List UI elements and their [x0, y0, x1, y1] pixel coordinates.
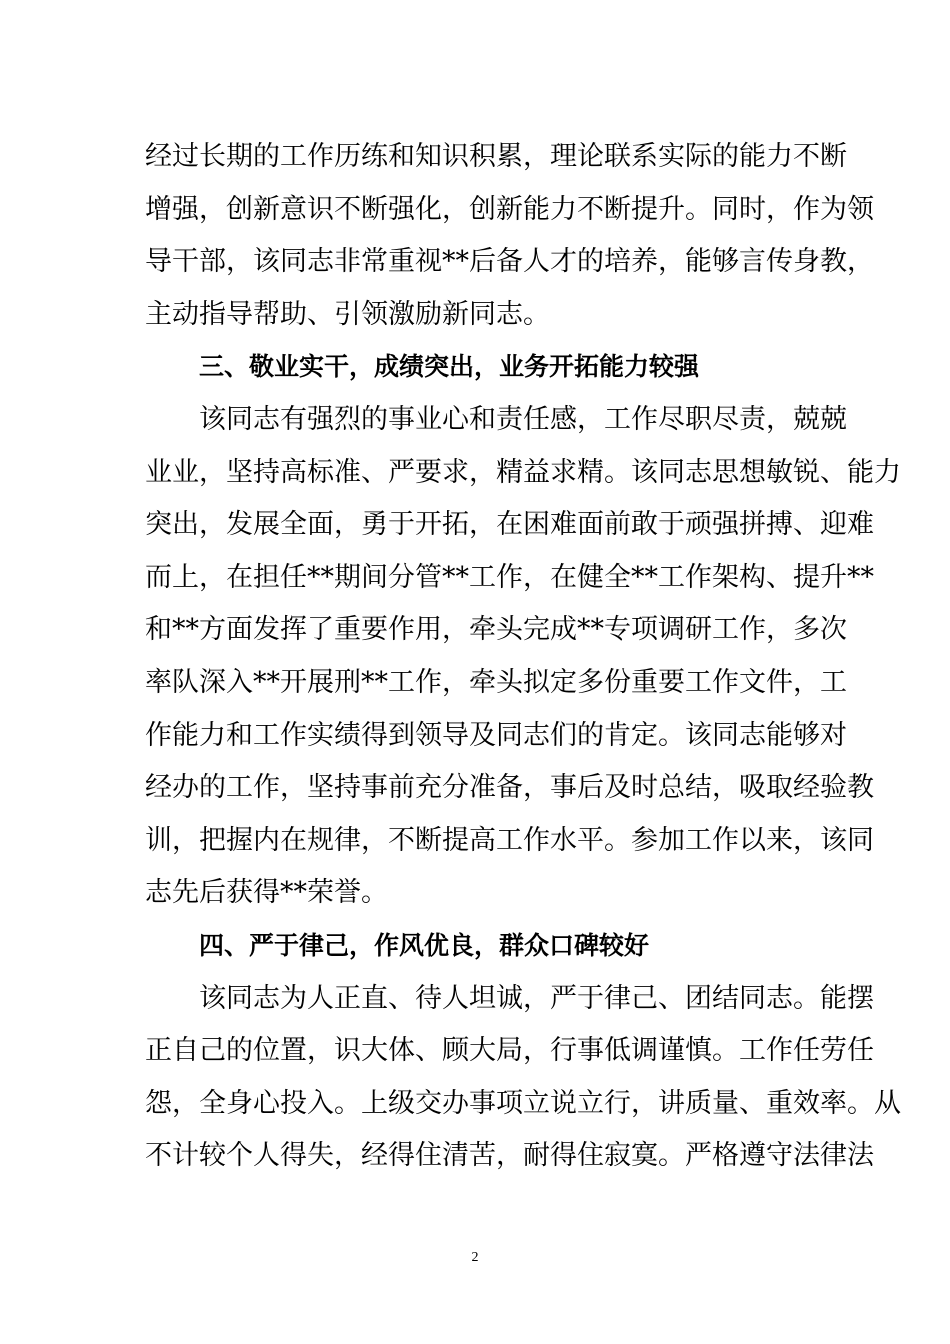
body-line-17: 该同志为人正直、待人坦诚，严于律己、团结同志。能摆: [199, 982, 874, 1014]
body-line-20: 不计较个人得失，经得住清苦，耐得住寂寞。严格遵守法律法: [145, 1140, 874, 1172]
body-line-18: 正自己的位置，识大体、顾大局，行事低调谨慎。工作任劳任: [145, 1035, 874, 1067]
body-line-13: 经办的工作，坚持事前充分准备，事后及时总结，吸取经验教: [145, 772, 874, 804]
page-number: 2: [471, 1250, 479, 1265]
body-line-11: 率队深入**开展刑**工作，牵头拟定多份重要工作文件，工: [145, 667, 847, 698]
body-line-19: 怨，全身心投入。上级交办事项立说立行，讲质量、重效率。从: [145, 1087, 901, 1119]
body-line-6: 该同志有强烈的事业心和责任感，工作尽职尽责，兢兢: [199, 404, 847, 435]
body-line-2: 增强，创新意识不断强化，创新能力不断提升。同时，作为领: [145, 193, 874, 225]
body-line-4: 主动指导帮助、引领激励新同志。: [145, 298, 550, 330]
body-line-7: 业业，坚持高标准、严要求，精益求精。该同志思想敏锐、能力: [145, 456, 901, 488]
body-line-8: 突出，发展全面，勇于开拓，在困难面前敢于顽强拼搏、迎难: [145, 509, 874, 541]
body-line-1: 经过长期的工作历练和知识积累，理论联系实际的能力不断: [145, 141, 847, 172]
body-line-12: 作能力和工作实绩得到领导及同志们的肯定。该同志能够对: [145, 719, 847, 751]
body-line-10: 和**方面发挥了重要作用，牵头完成**专项调研工作，多次: [145, 614, 847, 646]
body-line-14: 训，把握内在规律，不断提高工作水平。参加工作以来，该同: [145, 824, 874, 856]
section-heading-4: 四、严于律己，作风优良，群众口碑较好: [199, 931, 650, 960]
body-line-15: 志先后获得**荣誉。: [145, 877, 388, 909]
section-heading-3: 三、敬业实干，成绩突出，业务开拓能力较强: [199, 352, 700, 382]
body-line-3: 导干部，该同志非常重视**后备人才的培养，能够言传身教，: [145, 246, 874, 278]
body-line-9: 而上，在担任**期间分管**工作，在健全**工作架构、提升**: [145, 561, 874, 593]
